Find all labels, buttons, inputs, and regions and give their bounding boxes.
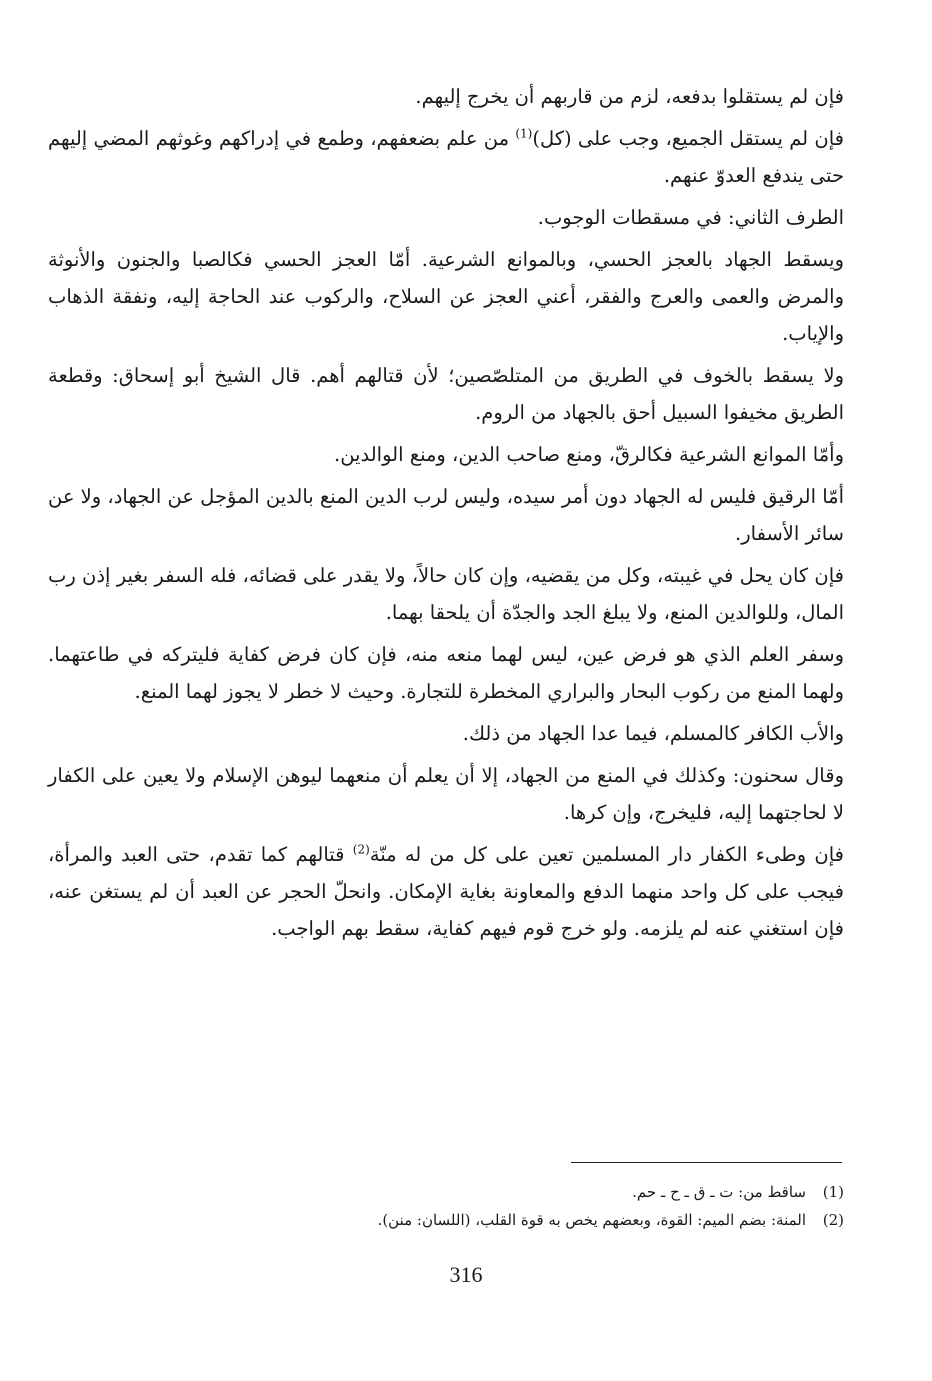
footnotes [48,1178,844,1234]
paragraph: ويسقط الجهاد بالعجز الحسي، وبالموانع الشرعية. أمّا العجز الحسي فكالصبا والجنون والأنوثة والمرض والعمى والعرج والفقر، أعني العجز عن السلاح، والركوب عند الحاجة إليه، ونفقة الذهاب والإياب. [48,248,844,345]
paragraph: فإن لم يستقلوا بدفعه، لزم من قاربهم أن يخرج إليهم. [415,85,844,108]
paragraph-text: قتالهم كما تقدم، حتى العبد والمرأة، فيجب على كل واحد منهما الدفع والمعاونة بغاية الإمكان. وانحلّ الحجر عن العبد أن لم يستغن عنه، فإن استغني عنه لم يلزمه. ولو خرج قوم فيهم كفاية، سقط بهم الواجب. [48,843,844,940]
footnote-text: ساقط من: ت ـ ق ـ ح ـ حم. [632,1183,806,1201]
paragraph: وأمّا الموانع الشرعية فكالرقّ، ومنع صاحب الدين، ومنع الوالدين. [334,443,844,466]
paragraph: أمّا الرقيق فليس له الجهاد دون أمر سيده، وليس لرب الدين المنع بالدين المؤجل عن الجهاد، ولا عن سائر الأسفار. [48,485,844,545]
paragraph-footnote-2 [48,836,844,947]
footnote-ref: (2) [352,842,370,857]
footnote-ref: (1) [515,126,533,141]
paragraph-text: فإن وطىء الكفار دار المسلمين تعين على كل من له منّة [369,843,844,866]
paragraph: وسفر العلم الذي هو فرض عين، ليس لهما منعه منه، فإن كان فرض كفاية فليتركه في طاعتهما. ولهما المنع من ركوب البحار والبراري المخطرة للتجارة. وحيث لا خطر لا يجوز لهما المنع. [48,643,844,703]
page-number: 316 [449,1262,483,1287]
footnote-text: المنة: بضم الميم: القوة، وبعضهم يخص به قوة القلب، (اللسان: منن). [377,1211,806,1229]
paragraph-text: من علم بضعفهم، وطمع في إدراكهم وغوثهم المضي إليهم حتى يندفع العدوّ عنهم. [48,127,844,187]
footnote-item [48,1206,844,1234]
paragraph-footnote-1 [48,120,844,194]
paragraph: والأب الكافر كالمسلم، فيما عدا الجهاد من ذلك. [462,722,844,745]
section-heading: الطرف الثاني: في مسقطات الوجوب. [537,206,844,229]
paragraph: ولا يسقط بالخوف في الطريق من المتلصّصين؛ لأن قتالهم أهم. قال الشيخ أبو إسحاق: وقطعة الطريق مخيفوا السبيل أحق بالجهاد من الروم. [48,364,844,424]
paragraph: فإن كان يحل في غيبته، وكل من يقضيه، وإن كان حالاً، ولا يقدر على قضائه، فله السفر بغير إذن رب المال، وللوالدين المنع، ولا يبلغ الجد والجدّة أن يلحقا بهما. [48,564,844,624]
footnote-number: (2) [822,1211,844,1229]
body-text [48,78,844,952]
footnote-separator [571,1162,842,1163]
paragraph-text: فإن لم يستقل الجميع، وجب على (كل) [532,127,844,150]
paragraph: وقال سحنون: وكذلك في المنع من الجهاد، إلا أن يعلم أن منعهما ليوهن الإسلام ولا يعين على الكفار لا لحاجتهما إليه، فليخرج، وإن كرها. [48,764,844,824]
footnote-item [48,1178,844,1206]
footnote-number: (1) [822,1183,844,1201]
